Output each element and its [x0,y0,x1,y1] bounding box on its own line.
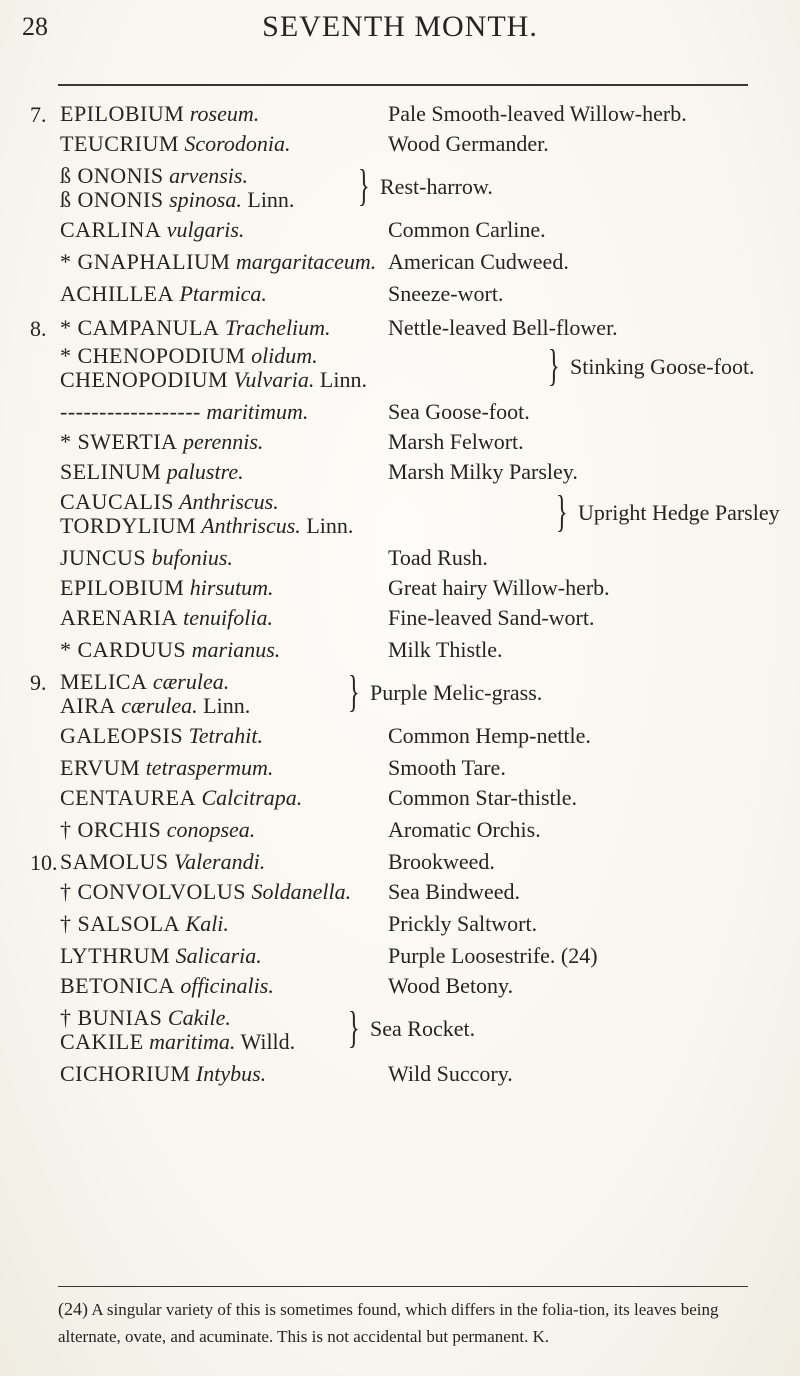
entry-number: 10. [30,850,58,875]
brace-glyph: } [348,667,360,716]
common-name: Sneeze-wort. [388,281,504,306]
genus-name: CENTAUREA [60,785,196,810]
genus-name: ERVUM [60,755,141,780]
genus-name: LYTHRUM [60,943,171,968]
genus-name: † ORCHIS [60,817,162,842]
plant-entry [60,816,255,844]
species-name: maritimum. [200,399,309,424]
common-name: Toad Rush. [388,545,488,570]
common-name: Milk Thistle. [388,637,503,662]
species-name: margaritaceum. [230,249,377,274]
species-name: roseum. [184,101,260,126]
plant-entry [60,130,291,158]
species-name: Soldanella. [245,879,352,904]
common-name: Brookweed. [388,849,495,874]
plant-entry [60,216,244,244]
species-name: olidum. [245,343,318,368]
genus-name: JUNCUS [60,545,147,570]
genus-name: ------------------ [60,399,201,424]
plant-entry [60,604,273,632]
species-name: Kali. [180,911,229,936]
header-rule [58,84,748,86]
plant-entry [60,910,229,938]
genus-name: CAUCALIS [60,489,175,514]
plant-entry [60,636,280,664]
plant-entry [60,280,267,308]
brace-common-name: Purple Melic-grass. [370,680,543,705]
species-name: Ptarmica. [173,281,267,306]
common-name: Marsh Felwort. [388,429,524,454]
common-name: American Cudweed. [388,249,569,274]
genus-name: CARLINA [60,217,162,242]
species-name: perennis. [177,429,264,454]
genus-name: CICHORIUM [60,1061,191,1086]
common-name: Smooth Tare. [388,755,506,780]
species-name: arvensis. [163,163,248,188]
species-name: spinosa. [163,187,242,212]
genus-name: ARENARIA [60,605,178,630]
plant-entry [60,942,262,970]
plant-entry [60,100,259,128]
genus-name: TORDYLIUM [60,513,197,538]
genus-name: AIRA [60,693,116,718]
footnote-rule [58,1286,748,1287]
species-name: Intybus. [190,1061,267,1086]
footnote-marker: (24) [58,1299,88,1319]
species-name: cærulea. [115,693,198,718]
species-name: Scorodonia. [178,131,291,156]
page-header [0,8,800,48]
plant-entry [60,754,273,782]
species-name: cærulea. [147,669,230,694]
genus-name: † BUNIAS [60,1005,163,1030]
common-name: Sea Bindweed. [388,879,520,904]
genus-name: BETONICA [60,973,175,998]
brace-glyph: } [556,487,568,536]
genus-name: * CARDUUS [60,637,187,662]
footnote-text: A singular variety of this is sometimes found, which differs in the folia-tion, its leaves being alternate, ovate, and acuminate. This is not accidental but permanent. K. [58,1300,719,1346]
species-name: Cakile. [162,1005,231,1030]
brace-common-name: Stinking Goose-foot. [570,354,755,379]
common-name: Common Star-thistle. [388,785,577,810]
entry-number: 9. [30,670,47,695]
plant-entry [60,1028,295,1056]
plant-entry [60,1060,266,1088]
common-name: Fine-leaved Sand-wort. [388,605,595,630]
common-name: Wood Germander. [388,131,549,156]
species-name: tenuifolia. [177,605,273,630]
brace-glyph: } [348,1003,360,1052]
species-name: tetraspermum. [140,755,274,780]
authority: Linn. [241,187,295,212]
species-name: Valerandi. [168,849,266,874]
genus-name: ß ONONIS [60,187,164,212]
genus-name: ß ONONIS [60,163,164,188]
authority: Linn. [197,693,251,718]
species-name: Vulvaria. [228,367,315,392]
plant-entry [60,512,353,540]
plant-entry [60,972,274,1000]
common-name: Wild Succory. [388,1061,513,1086]
plant-entry [60,458,244,486]
authority: Linn. [314,367,367,392]
species-name: bufonius. [146,545,233,570]
brace-common-name: Sea Rocket. [370,1016,476,1041]
species-name: Anthriscus. [196,513,301,538]
authority: Linn. [300,513,354,538]
genus-name: * SWERTIA [60,429,178,454]
species-name: Tetrahit. [183,723,263,748]
plant-entry [60,428,263,456]
plant-entry [60,692,250,720]
species-name: officinalis. [174,973,274,998]
species-name: Anthriscus. [174,489,279,514]
plant-entry [60,366,367,394]
running-title: SEVENTH MONTH. [262,10,538,43]
species-name: Salicaria. [170,943,262,968]
entry-number: 7. [30,102,47,127]
common-name: Aromatic Orchis. [388,817,541,842]
species-name: palustre. [161,459,244,484]
genus-name: ACHILLEA [60,281,174,306]
genus-name: * CHENOPODIUM [60,343,246,368]
genus-name: EPILOBIUM [60,101,185,126]
genus-name: † SALSOLA [60,911,181,936]
species-name: Calcitrapa. [195,785,303,810]
genus-name: GALEOPSIS [60,723,184,748]
common-name: Common Carline. [388,217,546,242]
brace-common-name: Upright Hedge Parsley [578,500,780,525]
plant-entry [60,544,233,572]
plant-entry [60,848,265,876]
plant-entry [60,398,308,426]
genus-name: MELICA [60,669,148,694]
genus-name: * CAMPANULA [60,315,220,340]
plant-entry [60,574,274,602]
common-name: Prickly Saltwort. [388,911,538,936]
genus-name: EPILOBIUM [60,575,185,600]
brace-glyph: } [548,341,560,390]
footnote [58,1296,758,1350]
genus-name: CHENOPODIUM [60,367,229,392]
genus-name: † CONVOLVOLUS [60,879,246,904]
plant-entry [60,248,376,276]
genus-name: CAKILE [60,1029,144,1054]
species-name: Trachelium. [219,315,331,340]
plant-entry [60,314,331,342]
genus-name: SELINUM [60,459,162,484]
common-name: Great hairy Willow-herb. [388,575,610,600]
common-name: Common Hemp-nettle. [388,723,591,748]
common-name: Wood Betony. [388,973,514,998]
authority: Willd. [235,1029,296,1054]
common-name: Marsh Milky Parsley. [388,459,578,484]
species-name: marianus. [186,637,281,662]
common-name: Sea Goose-foot. [388,399,530,424]
genus-name: TEUCRIUM [60,131,179,156]
genus-name: SAMOLUS [60,849,169,874]
common-name: Purple Loosestrife. (24) [388,943,598,968]
plant-entry [60,186,294,214]
species-name: conopsea. [161,817,256,842]
page-number: 28 [22,12,48,41]
plant-entry [60,722,263,750]
entry-number: 8. [30,316,47,341]
species-name: maritima. [143,1029,236,1054]
species-name: hirsutum. [184,575,274,600]
brace-common-name: Rest-harrow. [380,174,493,199]
plant-entry [60,878,351,906]
genus-name: * GNAPHALIUM [60,249,231,274]
common-name: Nettle-leaved Bell-flower. [388,315,618,340]
plant-entry [60,784,302,812]
brace-glyph: } [358,161,370,210]
species-name: vulgaris. [161,217,245,242]
common-name: Pale Smooth-leaved Willow-herb. [388,101,687,126]
